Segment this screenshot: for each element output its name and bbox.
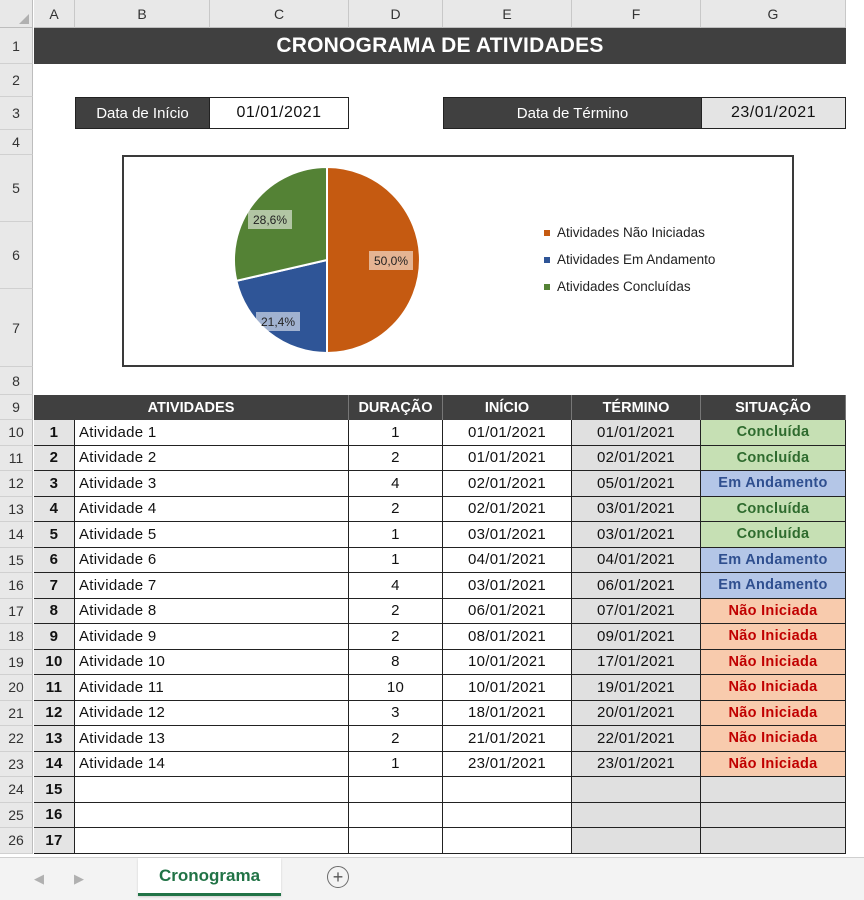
activity-number[interactable]: 7 (34, 573, 75, 599)
row-header-25[interactable]: 25 (0, 803, 33, 829)
sheet-title[interactable]: CRONOGRAMA DE ATIVIDADES (34, 28, 846, 64)
activity-status[interactable]: Não Iniciada (701, 752, 846, 778)
row-header-8[interactable]: 8 (0, 367, 33, 395)
activity-name[interactable]: Atividade 6 (75, 548, 349, 574)
activity-status[interactable]: Não Iniciada (701, 701, 846, 727)
activity-duration[interactable]: 2 (349, 497, 443, 523)
activity-start[interactable]: 06/01/2021 (443, 599, 572, 625)
activity-duration[interactable]: 1 (349, 420, 443, 446)
activity-end[interactable] (572, 777, 701, 803)
activity-number[interactable]: 14 (34, 752, 75, 778)
column-header-b[interactable]: B (75, 0, 210, 28)
activity-status[interactable]: Não Iniciada (701, 675, 846, 701)
status-pie-chart[interactable] (122, 155, 794, 367)
row-header-10[interactable]: 10 (0, 420, 33, 446)
scroll-left-icon[interactable]: ◀ (34, 871, 44, 886)
activity-duration[interactable] (349, 828, 443, 854)
activity-start[interactable]: 03/01/2021 (443, 522, 572, 548)
activity-start[interactable]: 02/01/2021 (443, 471, 572, 497)
svg-text:50,0%: 50,0% (373, 254, 409, 268)
activity-duration[interactable]: 3 (349, 701, 443, 727)
activity-name[interactable]: Atividade 13 (75, 726, 349, 752)
header-duracao[interactable]: DURAÇÃO (349, 395, 443, 420)
activity-number[interactable]: 13 (34, 726, 75, 752)
legend-label: Atividades Em Andamento (557, 252, 716, 267)
legend-label: Atividades Não Iniciadas (557, 225, 705, 240)
activity-number[interactable]: 10 (34, 650, 75, 676)
activity-status[interactable]: Concluída (701, 497, 846, 523)
activity-start[interactable] (443, 777, 572, 803)
legend-swatch (544, 257, 550, 263)
column-header-a[interactable]: A (34, 0, 75, 28)
activity-number[interactable]: 6 (34, 548, 75, 574)
pie-data-label-2 (256, 312, 300, 331)
activity-end[interactable]: 20/01/2021 (572, 701, 701, 727)
activity-end[interactable]: 06/01/2021 (572, 573, 701, 599)
activity-number[interactable]: 17 (34, 828, 75, 854)
activity-duration[interactable] (349, 803, 443, 829)
activity-end[interactable] (572, 803, 701, 829)
row-header-3[interactable]: 3 (0, 97, 33, 130)
activity-status[interactable]: Em Andamento (701, 471, 846, 497)
activity-name[interactable] (75, 803, 349, 829)
row-header-9[interactable]: 9 (0, 395, 33, 420)
sheet-tab-bar (0, 857, 864, 900)
activity-number[interactable]: 5 (34, 522, 75, 548)
activity-start[interactable]: 03/01/2021 (443, 573, 572, 599)
activity-status[interactable]: Não Iniciada (701, 650, 846, 676)
activity-duration[interactable]: 10 (349, 675, 443, 701)
activity-status[interactable] (701, 803, 846, 829)
add-sheet-icon[interactable]: + (327, 866, 349, 888)
activity-end[interactable] (572, 828, 701, 854)
header-inicio[interactable]: INÍCIO (443, 395, 572, 420)
row-header-15[interactable]: 15 (0, 548, 33, 574)
row-header-12[interactable]: 12 (0, 471, 33, 497)
activity-end[interactable]: 04/01/2021 (572, 548, 701, 574)
end-date-value[interactable]: 23/01/2021 (701, 97, 846, 129)
row-header-26[interactable]: 26 (0, 828, 33, 854)
activity-duration[interactable]: 2 (349, 624, 443, 650)
activity-start[interactable]: 01/01/2021 (443, 446, 572, 472)
row-header-22[interactable]: 22 (0, 726, 33, 752)
activity-name[interactable] (75, 777, 349, 803)
activity-start[interactable]: 01/01/2021 (443, 420, 572, 446)
legend-item-1[interactable] (544, 219, 715, 246)
column-header-f[interactable]: F (572, 0, 701, 28)
activity-duration[interactable]: 1 (349, 752, 443, 778)
activity-start[interactable]: 08/01/2021 (443, 624, 572, 650)
activity-end[interactable]: 22/01/2021 (572, 726, 701, 752)
row-header-7[interactable]: 7 (0, 289, 33, 367)
column-header-d[interactable]: D (349, 0, 443, 28)
row-header-1[interactable]: 1 (0, 28, 33, 64)
row-header-4[interactable]: 4 (0, 130, 33, 155)
header-situacao[interactable]: SITUAÇÃO (701, 395, 846, 420)
activity-duration[interactable] (349, 777, 443, 803)
svg-text:28,6%: 28,6% (252, 213, 288, 227)
activity-number[interactable]: 1 (34, 420, 75, 446)
activity-start[interactable]: 10/01/2021 (443, 675, 572, 701)
row-header-19[interactable]: 19 (0, 650, 33, 676)
activity-name[interactable]: Atividade 3 (75, 471, 349, 497)
activity-duration[interactable]: 4 (349, 471, 443, 497)
row-header-16[interactable]: 16 (0, 573, 33, 599)
activity-start[interactable]: 21/01/2021 (443, 726, 572, 752)
legend-swatch (544, 230, 550, 236)
activity-end[interactable]: 17/01/2021 (572, 650, 701, 676)
select-all-corner[interactable] (0, 0, 33, 28)
row-header-5[interactable]: 5 (0, 155, 33, 222)
activity-status[interactable] (701, 777, 846, 803)
activity-start[interactable]: 04/01/2021 (443, 548, 572, 574)
activity-number[interactable]: 11 (34, 675, 75, 701)
activity-start[interactable] (443, 828, 572, 854)
legend-item-3[interactable] (544, 273, 715, 300)
row-header-13[interactable]: 13 (0, 497, 33, 523)
row-header-21[interactable]: 21 (0, 701, 33, 727)
activity-end[interactable]: 23/01/2021 (572, 752, 701, 778)
activity-name[interactable]: Atividade 11 (75, 675, 349, 701)
legend-swatch (544, 284, 550, 290)
legend-label: Atividades Concluídas (557, 279, 691, 294)
activity-status[interactable]: Em Andamento (701, 548, 846, 574)
activity-name[interactable]: Atividade 12 (75, 701, 349, 727)
activity-number[interactable]: 16 (34, 803, 75, 829)
row-header-24[interactable]: 24 (0, 777, 33, 803)
activity-end[interactable]: 03/01/2021 (572, 497, 701, 523)
activity-duration[interactable]: 2 (349, 599, 443, 625)
activity-status[interactable]: Não Iniciada (701, 624, 846, 650)
activity-name[interactable] (75, 828, 349, 854)
sheet-tab-cronograma[interactable]: Cronograma (138, 858, 281, 896)
pie-data-label-1 (369, 251, 413, 270)
activity-status[interactable] (701, 828, 846, 854)
activity-status[interactable]: Em Andamento (701, 573, 846, 599)
activity-start[interactable]: 23/01/2021 (443, 752, 572, 778)
activity-end[interactable]: 05/01/2021 (572, 471, 701, 497)
activity-start[interactable]: 02/01/2021 (443, 497, 572, 523)
activity-status[interactable]: Não Iniciada (701, 726, 846, 752)
activity-number[interactable]: 12 (34, 701, 75, 727)
column-header-g[interactable]: G (701, 0, 846, 28)
activity-name[interactable]: Atividade 9 (75, 624, 349, 650)
activity-end[interactable]: 03/01/2021 (572, 522, 701, 548)
header-termino[interactable]: TÉRMINO (572, 395, 701, 420)
activity-number[interactable]: 4 (34, 497, 75, 523)
activity-name[interactable]: Atividade 8 (75, 599, 349, 625)
row-header-17[interactable]: 17 (0, 599, 33, 625)
row-header-6[interactable]: 6 (0, 222, 33, 289)
row-header-11[interactable]: 11 (0, 446, 33, 472)
activity-name[interactable]: Atividade 2 (75, 446, 349, 472)
activity-duration[interactable]: 1 (349, 522, 443, 548)
activity-name[interactable]: Atividade 1 (75, 420, 349, 446)
activity-start[interactable]: 18/01/2021 (443, 701, 572, 727)
row-header-20[interactable]: 20 (0, 675, 33, 701)
activity-end[interactable]: 19/01/2021 (572, 675, 701, 701)
activity-duration[interactable]: 4 (349, 573, 443, 599)
row-header-2[interactable]: 2 (0, 64, 33, 97)
activity-status[interactable]: Concluída (701, 420, 846, 446)
legend-item-2[interactable] (544, 246, 715, 273)
svg-text:21,4%: 21,4% (260, 315, 296, 329)
start-date-label[interactable]: Data de Início (75, 97, 210, 129)
activity-number[interactable]: 9 (34, 624, 75, 650)
activity-duration[interactable]: 8 (349, 650, 443, 676)
scroll-right-icon[interactable]: ▶ (74, 871, 84, 886)
activity-status[interactable]: Não Iniciada (701, 599, 846, 625)
row-header-23[interactable]: 23 (0, 752, 33, 778)
activity-number[interactable]: 3 (34, 471, 75, 497)
start-date-value[interactable]: 01/01/2021 (209, 97, 349, 129)
end-date-label[interactable]: Data de Término (443, 97, 702, 129)
activity-end[interactable]: 09/01/2021 (572, 624, 701, 650)
activity-name[interactable]: Atividade 5 (75, 522, 349, 548)
header-atividades[interactable]: ATIVIDADES (34, 395, 349, 420)
activity-end[interactable]: 02/01/2021 (572, 446, 701, 472)
column-header-e[interactable]: E (443, 0, 572, 28)
pie-data-label-3 (248, 210, 292, 229)
row-header-14[interactable]: 14 (0, 522, 33, 548)
activity-end[interactable]: 01/01/2021 (572, 420, 701, 446)
activity-duration[interactable]: 2 (349, 726, 443, 752)
activity-name[interactable]: Atividade 14 (75, 752, 349, 778)
activity-number[interactable]: 8 (34, 599, 75, 625)
activity-status[interactable]: Concluída (701, 522, 846, 548)
activity-name[interactable]: Atividade 4 (75, 497, 349, 523)
chart-legend (544, 219, 715, 300)
activity-name[interactable]: Atividade 10 (75, 650, 349, 676)
activity-duration[interactable]: 1 (349, 548, 443, 574)
activity-status[interactable]: Concluída (701, 446, 846, 472)
activity-start[interactable] (443, 803, 572, 829)
activity-number[interactable]: 2 (34, 446, 75, 472)
activity-end[interactable]: 07/01/2021 (572, 599, 701, 625)
activity-start[interactable]: 10/01/2021 (443, 650, 572, 676)
activity-duration[interactable]: 2 (349, 446, 443, 472)
activity-number[interactable]: 15 (34, 777, 75, 803)
row-header-18[interactable]: 18 (0, 624, 33, 650)
column-header-c[interactable]: C (210, 0, 349, 28)
activity-name[interactable]: Atividade 7 (75, 573, 349, 599)
